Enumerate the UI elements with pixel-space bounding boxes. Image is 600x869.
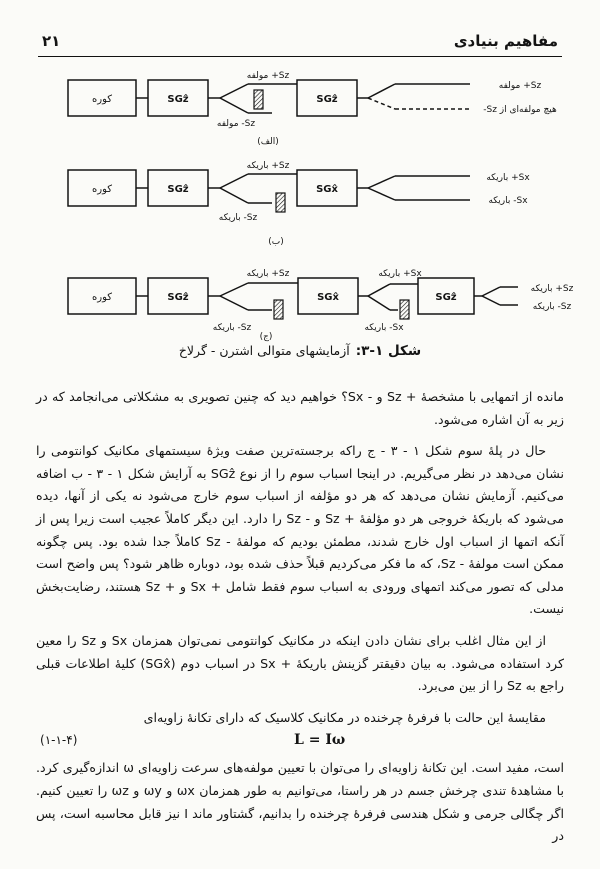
furnace-label: کوره (92, 184, 112, 195)
paragraph: از این مثال اغلب برای نشان دادن اینکه در مکانیک کوانتومی نمی‌توان همزمان Sx و Sz را معین کرد استفاده می‌شود. به بیان دقیقتر گزینش باریکهٔ + Sx در اسباب دوم (SGx̂) کلیهٔ اطلاعات قبلی راجع به Sz را از بین می‌برد. (36, 632, 564, 694)
equation-number: (۱-۱-۴) (40, 733, 78, 748)
panel-label: (ب) (268, 237, 284, 247)
beam-label: Sz- باریکه (532, 302, 572, 312)
beam-label: Sz- باریکه (212, 323, 252, 333)
figure-caption (140, 343, 460, 359)
beam-label: Sz+ مولفه (498, 81, 542, 91)
sg-label: SGẑ (167, 94, 189, 105)
sg-label: SGẑ (167, 184, 189, 195)
panel-label: (الف) (257, 137, 279, 147)
beam-block-a (254, 90, 263, 109)
panel-label: (ج) (259, 332, 273, 342)
sg-label: SGẑ (435, 292, 457, 303)
beam-label: Sx+ باریکه (486, 173, 530, 183)
paragraph: است، مفید است. این تکانهٔ زاویه‌ای را می‌توان با تعیین مولفه‌های سرعت زاویه‌ای ω اندازه‌گیری کرد. با مشاهدهٔ تندی چرخش جسم در هر راستا، می‌توانیم به طور همزمان ωx و ωy و ωz را تعیین کنیم. اگر چگالی جرمی و شکل هندسی فرفرهٔ چرخنده را بدانیم، گشتاور ماند I نیز قابل محاسبه است، پس در (36, 760, 565, 844)
paragraph: مقایسهٔ این حالت با فرفرهٔ چرخنده در مکانیک کلاسیک که دارای تکانهٔ زاویه‌ای (143, 709, 546, 725)
page-number: ۲۱ (42, 32, 61, 50)
sg-label: SGx̂ (317, 292, 339, 303)
beam-label: Sx- باریکه (488, 196, 528, 206)
beam-label: Sz+ باریکه (246, 161, 290, 171)
running-title: مفاهیم بنیادی (453, 32, 558, 50)
beam-label: Sz- مولفه (216, 119, 256, 129)
stern-gerlach-figure (0, 0, 600, 345)
sg-label: SGx̂ (316, 184, 338, 195)
beam-block-c1 (274, 300, 283, 319)
caption-text: آزمایشهای متوالی اشترن - گرلاخ (178, 343, 350, 358)
sg-label: SGẑ (167, 292, 189, 303)
equation: L = Iω (294, 732, 346, 749)
beam-label: Sx- باریکه (364, 323, 404, 333)
beam-block-b (276, 193, 285, 212)
beam-label: هیچ مولفه‌ای از Sz- (483, 105, 557, 115)
paragraph: مانده از اتمهایی با مشخصهٔ + Sz و - Sx؟ خواهیم دید که چنین تصویری به مشکلاتی می‌انجامد که در زیر به آن اشاره می‌شود. (36, 389, 564, 427)
furnace-label: کوره (92, 292, 112, 303)
paragraph: حال در پلهٔ سوم شکل ۱ - ۳ - ج راکه برجسته‌ترین صفت ویژهٔ سیستمهای مکانیک کوانتومی را نشان می‌دهد در نظر می‌گیریم. در اینجا اسباب سوم را از نوع SGẑ به آرایش شکل ۱ - ۳ - ب اضافه می‌کنیم. آزمایش نشان می‌دهد که هر دو مؤلفه از اسباب سوم خارج می‌شود نه یکی از آنها، دیده می‌شود که باریکهٔ خروجی هر دو مؤلفهٔ + Sz و - Sz را دارد. این دیگر کاملاً عجیب است زیرا پس از آنکه اتمها از اسباب اول خارج شدند، مطمئن بودیم که مولفهٔ - Sz کاملاً جدا شده بود. پس چگونه ممکن است مولفهٔ - Sz، که ما فکر می‌کردیم قبلاً حذف شده بود، دوباره ظاهر شود؟ پس واضح است مدلی که تصور می‌کند اتمهای ورودی به اسباب سوم فقط شامل + Sx و + Sz هستند، رضایت‌بخش نیست. (36, 443, 564, 617)
beam-label: Sx+ باریکه (378, 269, 422, 279)
beam-label: Sz+ باریکه (246, 269, 290, 279)
beam-block-c2 (400, 300, 409, 319)
sg-label: SGẑ (316, 94, 338, 105)
beam-label: Sz+ باریکه (530, 284, 574, 294)
caption-number: شکل ۱-۳: (355, 343, 422, 359)
equation-row (36, 729, 564, 755)
beam-label: Sz+ مولفه (246, 71, 290, 81)
body-text (36, 386, 564, 857)
beam-label: Sz- باریکه (218, 213, 258, 223)
furnace-label: کوره (92, 94, 112, 105)
